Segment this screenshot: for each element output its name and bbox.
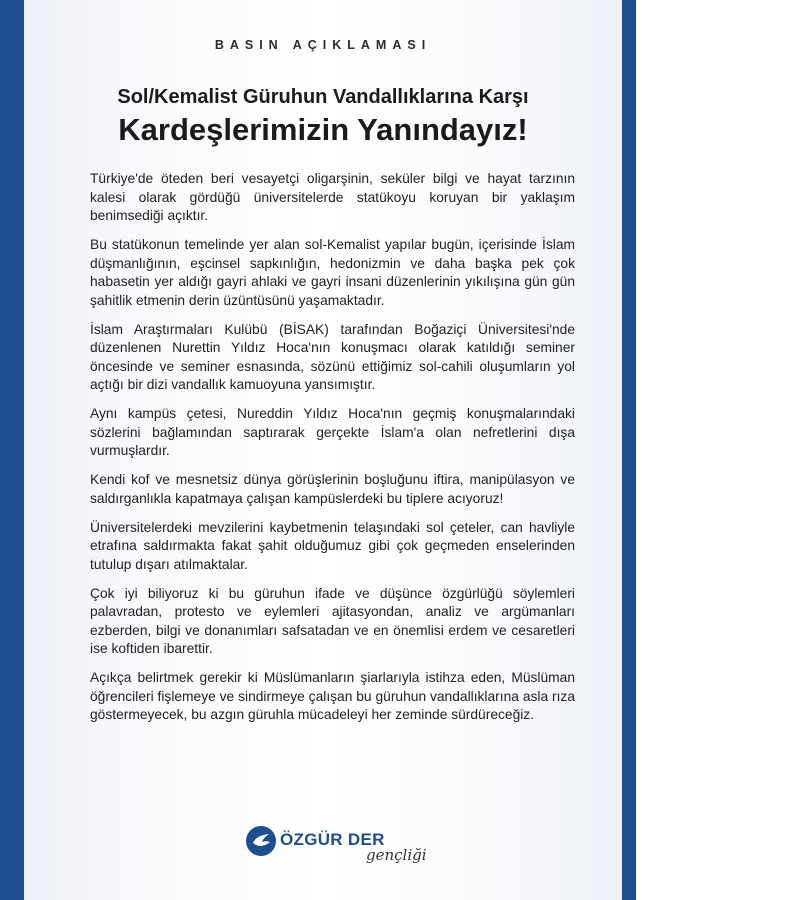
paragraph: Açıkça belirtmek gerekir ki Müslümanların şiarlarıyla istihza eden, Müslüman öğrencileri fişlemeye ve sindirmeye çalışan bu güruhun vandallıklarına asla rıza göstermeyecek, bu azgın güruhla mücadeleyi her zeminde sürdüreceğiz. xyxy=(90,670,575,722)
paragraph: Aynı kampüs çetesi, Nureddin Yıldız Hoca'nın geçmiş konuşmalarındaki sözlerini bağlamından saptırarak gerçekte İslam'a olan nefretlerini dışa vurmuşlardır. xyxy=(90,406,575,458)
kicker: BASIN AÇIKLAMASI xyxy=(214,38,432,52)
paragraph: Bu statükonun temelinde yer alan sol-Kemalist yapılar bugün, içerisinde İslam düşmanlığının, eşcinsel sapkınlığın, hedonizmin ve daha başka pek çok habasetin yer aldığı gayri ahlaki ve gayri insani düzenlerinin yıkılışına gün gün şahitlik etmenin derin üzüntüsünü yaşamaktadır. xyxy=(90,237,575,308)
paragraph: Çok iyi biliyoruz ki bu güruhun ifade ve düşünce özgürlüğü söylemleri palavradan, protesto ve eylemleri ajitasyondan, analiz ve argümanları ezberden, bilgi ve donanımları safsatadan ve en önemlisi erdem ve cesaretleri ise koftiden ibarettir. xyxy=(90,585,575,656)
right-border xyxy=(622,0,636,900)
body-text xyxy=(90,170,575,735)
headline-line-1: Sol/Kemalist Güruhun Vandallıklarına Karşı xyxy=(117,86,529,108)
organization-logo xyxy=(246,824,446,880)
paragraph: İslam Araştırmaları Kulübü (BİSAK) tarafından Boğaziçi Üniversitesi'nde düzenlenen Nurettin Yıldız Hoca'nın konuşmacı olarak katıldığı seminer öncesinde ve seminer esnasında, sözünü ettiğimiz sol-cahili oluşumların yol açtığı bir dizi vandallık kamuoyuna yansımıştır. xyxy=(90,321,575,392)
paragraph: Türkiye'de öteden beri vesayetçi oligarşinin, seküler bilgi ve hayat tarzının kalesi olarak gördüğü üniversitelerde statükoyu koruyan bir yaklaşım benimsediği açıktır. xyxy=(90,171,575,223)
press-release-page xyxy=(24,0,622,900)
left-border xyxy=(0,0,24,900)
logo-subtitle: gençliği xyxy=(366,846,427,864)
logo-name: ÖZGÜR DER xyxy=(280,830,385,849)
paragraph: Üniversitelerdeki mevzilerini kaybetmenin telaşındaki sol çeteler, can havliyle etrafına saldırmakta fakat şahit olduğumuz gibi çok geçmeden enselerinden tutulup dışarı atılmaktalar. xyxy=(90,519,575,572)
paragraph: Kendi kof ve mesnetsiz dünya görüşlerinin boşluğunu iftira, manipülasyon ve saldırganlıkla kapatmaya çalışan kampüslerdeki bu tiplere acıyoruz! xyxy=(90,472,575,506)
dove-icon xyxy=(246,826,276,856)
headline-line-2: Kardeşlerimizin Yanındayız! xyxy=(118,112,528,147)
